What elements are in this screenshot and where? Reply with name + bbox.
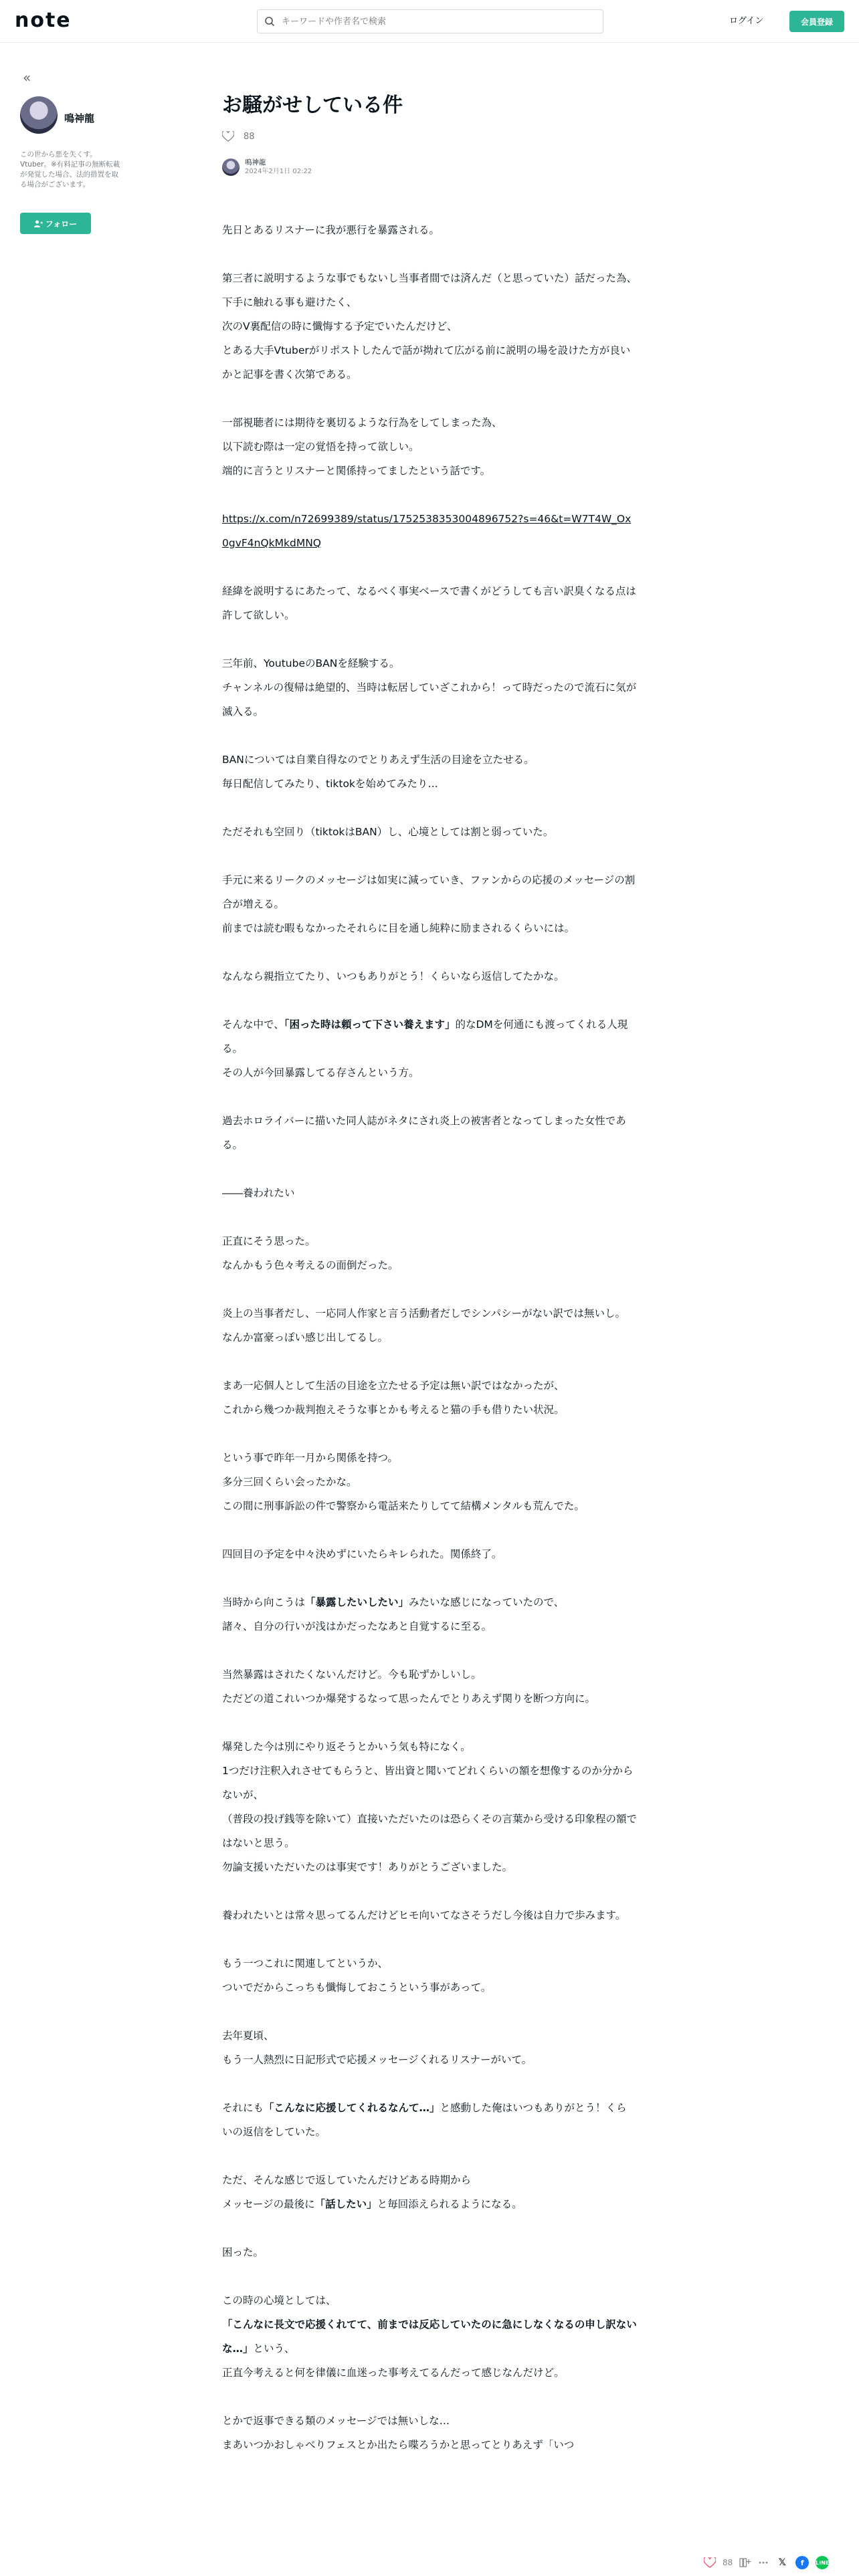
paragraph-line: 第三者に説明するような事でもないし当事者間では済んだ（と思っていた）話だった為、 bbox=[222, 272, 638, 284]
signup-button[interactable]: 会員登録 bbox=[789, 11, 844, 32]
heart-icon[interactable] bbox=[222, 131, 234, 142]
article-paragraph bbox=[222, 2409, 637, 2457]
like-count[interactable]: 88 bbox=[244, 131, 255, 142]
paragraph-line: 前までは読む暇もなかったそれらに目を通し純粋に励まされるくらいには。 bbox=[222, 922, 575, 934]
facebook-share-icon[interactable]: f bbox=[795, 2556, 809, 2569]
paragraph-line: そんな中で、「困った時は頼って下さい養えます」的なDMを何通にも渡ってくれる人現る。 bbox=[222, 1018, 628, 1055]
paragraph-line: BANについては自業自得なのでとりあえず生活の目途を立たせる。 bbox=[222, 754, 535, 766]
line-share-icon[interactable]: LINE bbox=[816, 2556, 829, 2569]
article-title: お騒がせしている件 bbox=[222, 94, 403, 117]
article-paragraph bbox=[222, 1590, 637, 1638]
article-paragraph bbox=[222, 1735, 637, 1879]
paragraph-line: 当時から向こうは「暴露したいしたい」みたいな感じになっていたので、 bbox=[222, 1596, 565, 1608]
bottom-action-bar bbox=[0, 2549, 859, 2576]
like-count[interactable]: 88 bbox=[723, 2558, 733, 2567]
paragraph-line: ただそれも空回り（tiktokはBAN）し、心境としては割と弱っていた。 bbox=[222, 826, 554, 838]
more-icon[interactable] bbox=[758, 2557, 769, 2568]
paragraph-line: 1つだけ注釈入れさせてもらうと、皆出資と聞いてどれくらいの額を想像するのか分からないが、 bbox=[222, 1765, 634, 1801]
article-paragraph bbox=[222, 2288, 637, 2385]
paragraph-line: 炎上の当事者だし、一応同人作家と言う活動者だしでシンパシーがない訳では無いし。 bbox=[222, 1307, 626, 1319]
article-paragraph bbox=[222, 2096, 637, 2144]
article-paragraph bbox=[222, 218, 637, 242]
search-box[interactable] bbox=[257, 9, 603, 33]
paragraph-line: ついでだからこっちも懺悔しておこうという事があって。 bbox=[222, 1981, 492, 1994]
follow-button[interactable] bbox=[20, 213, 91, 234]
author-info bbox=[222, 158, 312, 177]
paragraph-line: 端的に言うとリスナーと関係持ってましたという話です。 bbox=[222, 465, 491, 477]
article-paragraph bbox=[222, 266, 637, 387]
paragraph-line: この間に刑事訴訟の件で警察から電話来たりしてて結構メンタルも荒んでた。 bbox=[222, 1500, 585, 1512]
paragraph-line: まあ一応個人として生活の目途を立たせる予定は無い訳ではなかったが、 bbox=[222, 1380, 565, 1392]
paragraph-line: もう一つこれに関連してというか、 bbox=[222, 1957, 389, 1969]
paragraph-line: 正直にそう思った。 bbox=[222, 1235, 316, 1247]
paragraph-line: チャンネルの復帰は絶望的、当時は転居していざこれから！って時だったので流石に気が滅入る。 bbox=[222, 681, 637, 718]
paragraph-line: なんかもう色々考えるの面倒だった。 bbox=[222, 1259, 399, 1271]
magazine-add-icon[interactable] bbox=[739, 2557, 751, 2568]
article-paragraph bbox=[222, 1301, 637, 1350]
creator-name[interactable]: 鳴神龍 bbox=[64, 112, 95, 124]
article-paragraph bbox=[222, 411, 637, 483]
paragraph-line: 正直今考えると何を律儀に血迷った事考えてるんだって感じなんだけど。 bbox=[222, 2367, 565, 2379]
article-paragraph bbox=[222, 1109, 637, 1157]
article-paragraph bbox=[222, 1446, 637, 1518]
paragraph-line: （普段の投げ銭等を除いて）直接いただいたのは恐らくその言葉から受ける印象程の額ではないと思う。 bbox=[222, 1813, 638, 1849]
article-paragraph bbox=[222, 651, 637, 724]
top-header bbox=[0, 0, 859, 43]
paragraph-line: 去年夏頃、 bbox=[222, 2030, 274, 2042]
paragraph-line: 諸々、自分の行いが浅はかだったなあと自覚するに至る。 bbox=[222, 1620, 492, 1632]
article-paragraph bbox=[222, 1181, 637, 1205]
paragraph-line: メッセージの最後に「話したい」と毎回添えられるようになる。 bbox=[222, 2198, 522, 2210]
paragraph-line: ――養われたい bbox=[222, 1187, 295, 1199]
publish-date: 2024年2月1日 02:22 bbox=[245, 168, 312, 175]
paragraph-line: もう一人熱烈に日記形式で応援メッセージくれるリスナーがいて。 bbox=[222, 2054, 533, 2066]
paragraph-line: 爆発した今は別にやり返そうとかいう気も特になく。 bbox=[222, 1741, 471, 1753]
paragraph-line: なんか富豪っぽい感じ出してるし。 bbox=[222, 1331, 389, 1344]
paragraph-line: 多分三回くらい会ったかな。 bbox=[222, 1476, 357, 1488]
double-chevron-left-icon[interactable]: « bbox=[23, 70, 31, 86]
paragraph-line: 当然暴露はされたくないんだけど。今も恥ずかしいし。 bbox=[222, 1669, 482, 1681]
paragraph-line: 経緯を説明するにあたって、なるべく事実ベースで書くがどうしても言い訳臭くなる点は許して欲しい。 bbox=[222, 585, 636, 621]
article-paragraph bbox=[222, 1542, 637, 1566]
paragraph-line: なんなら親指立てたり、いつもありがとう！くらいなら返信してたかな。 bbox=[222, 970, 565, 982]
article-paragraph bbox=[222, 1951, 637, 2000]
paragraph-line: この時の心境としては、 bbox=[222, 2294, 337, 2306]
article-paragraph bbox=[222, 1012, 637, 1085]
article-paragraph bbox=[222, 2024, 637, 2072]
follow-label: フォロー bbox=[45, 219, 78, 229]
paragraph-line: 一部視聴者には期待を裏切るような行為をしてしまった為、 bbox=[222, 417, 502, 429]
tweet-link[interactable]: https://x.com/n72699389/status/1752538353004896752?s=46&t=W7T4W_Ox0gvF4nQkMkdMNQ bbox=[222, 513, 632, 549]
paragraph-line: 手元に来るリークのメッセージは如実に減っていき、ファンからの応援のメッセージの割合が増える。 bbox=[222, 874, 636, 910]
article-paragraph bbox=[222, 1662, 637, 1711]
paragraph-line: それにも「こんなに応援してくれるなんて…」と感動した俺はいつもありがとう！くらいの返信をしていた。 bbox=[222, 2102, 627, 2138]
paragraph-line: 「こんなに長文で応援くれてて、前までは反応していたのに急にしなくなるの申し訳ないな…」という、 bbox=[222, 2319, 637, 2355]
paragraph-line: これから幾つか裁判抱えそうな事とかも考えると猫の手も借りたい状況。 bbox=[222, 1404, 565, 1416]
paragraph-line: 勿論支援いただいたのは事実です！ありがとうございました。 bbox=[222, 1861, 513, 1873]
paragraph-line: その人が今回暴露してる存さんという方。 bbox=[222, 1067, 419, 1079]
article-paragraph bbox=[222, 748, 637, 796]
article-paragraph bbox=[222, 820, 637, 844]
paragraph-line: 養われたいとは常々思ってるんだけどヒモ向いてなさそうだし今後は自力で歩みます。 bbox=[222, 1909, 626, 1921]
note-logo[interactable] bbox=[15, 8, 72, 32]
paragraph-line: 三年前、YoutubeのBANを経験する。 bbox=[222, 657, 400, 669]
search-input[interactable] bbox=[282, 17, 589, 27]
article-paragraph bbox=[222, 964, 637, 988]
paragraph-line: 毎日配信してみたり、tiktokを始めてみたり… bbox=[222, 778, 438, 790]
article-paragraph bbox=[222, 1374, 637, 1422]
paragraph-line: という事で昨年一月から関係を持つ。 bbox=[222, 1452, 398, 1464]
paragraph-line bbox=[222, 513, 631, 549]
paragraph-line: ただ、そんな感じで返していたんだけどある時期から bbox=[222, 2174, 472, 2186]
paragraph-line: 四回目の予定を中々決めずにいたらキレられた。関係終了。 bbox=[222, 1548, 502, 1560]
paragraph-line: 以下読む際は一定の覚悟を持って欲しい。 bbox=[222, 441, 419, 453]
article-paragraph bbox=[222, 2168, 637, 2216]
creator-bio: この世から悪を失くす。Vtuber。※有料記事の無断転載が発覚した場合、法的措置を取る場合がございます。 bbox=[20, 150, 120, 189]
paragraph-line: まあいつかおしゃべりフェスとか出たら喋ろうかと思ってとりあえず「いつ bbox=[222, 2439, 575, 2451]
paragraph-line: 先日とあるリスナーに我が悪行を暴露される。 bbox=[222, 224, 440, 236]
paragraph-line: 次のV裏配信の時に懺悔する予定でいたんだけど、 bbox=[222, 320, 458, 332]
article-paragraph bbox=[222, 579, 637, 627]
logo-text: note bbox=[15, 8, 72, 32]
article-paragraph bbox=[222, 1903, 637, 1927]
paragraph-line: 下手に触れる事も避けたく、 bbox=[222, 296, 357, 308]
paragraph-line: ただどの道これいつか爆発するなって思ったんでとりあえず関りを断つ方向に。 bbox=[222, 1693, 596, 1705]
avatar[interactable] bbox=[20, 96, 58, 134]
search-icon bbox=[258, 10, 282, 33]
paragraph-line: とある大手Vtuberがリポストしたんで話が拗れて広がる前に説明の場を設けた方が良いかと記事を書く次第である。 bbox=[222, 344, 631, 381]
article-paragraph bbox=[222, 507, 637, 555]
article-paragraph bbox=[222, 1229, 637, 1277]
paragraph-line: 困った。 bbox=[222, 2246, 264, 2258]
x-share-icon[interactable]: 𝕏 bbox=[775, 2556, 789, 2569]
login-link[interactable]: ログイン bbox=[729, 16, 764, 26]
paragraph-line: 過去ホロライバーに描いた同人誌がネタにされ炎上の被害者となってしまった女性である。 bbox=[222, 1115, 626, 1151]
article bbox=[222, 91, 638, 2451]
article-body bbox=[222, 218, 637, 2481]
paragraph-line: とかで返事できる類のメッセージでは無いしな… bbox=[222, 2415, 450, 2427]
author-name[interactable]: 鳴神龍 bbox=[245, 158, 266, 167]
article-paragraph bbox=[222, 2240, 637, 2264]
heart-icon[interactable] bbox=[704, 2557, 716, 2568]
article-paragraph bbox=[222, 868, 637, 940]
like-area bbox=[222, 131, 255, 142]
add-user-icon bbox=[34, 220, 43, 227]
author-avatar[interactable] bbox=[222, 158, 240, 176]
